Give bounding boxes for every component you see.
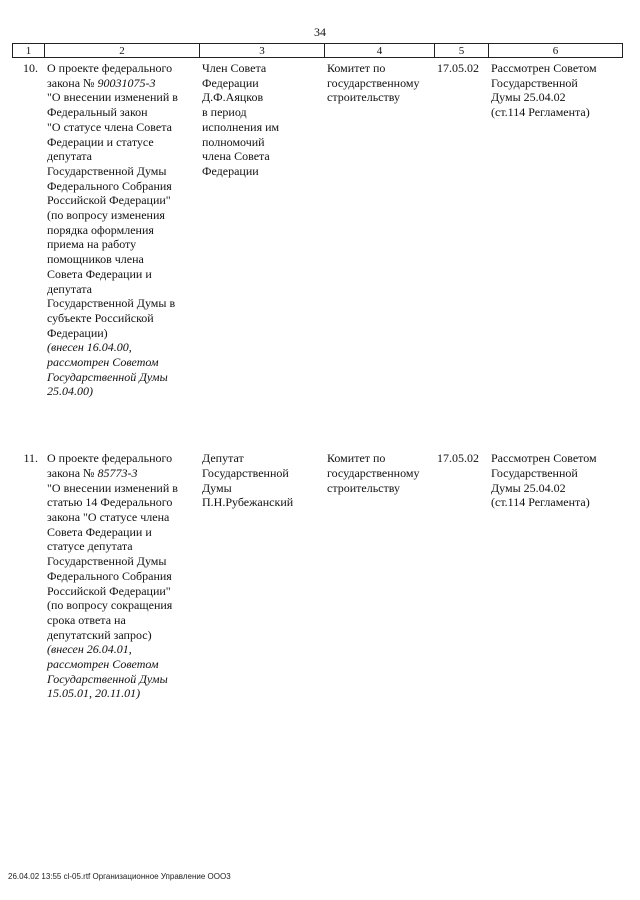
bill-title-line: Федерации)	[47, 325, 108, 340]
bill-description-line: О проекте федерального	[47, 61, 173, 75]
bill-title-line: Российской Федерации"	[47, 193, 171, 208]
column-header-row	[13, 44, 623, 58]
date-cell: 17.05.02	[437, 61, 479, 75]
page-footer: 26.04.02 13:55 cl-05.rtf Организационное Управление ООО3	[8, 872, 231, 881]
row-spacer	[12, 399, 622, 451]
bill-description	[44, 451, 199, 701]
author-line: Думы	[202, 480, 232, 495]
status-line: Думы 25.04.02	[491, 90, 566, 105]
bill-number-prefix: закона №	[47, 465, 95, 480]
committee-line: государственному	[327, 465, 420, 480]
bill-title-line: депутата	[47, 149, 92, 164]
status-line: Рассмотрен Советом	[491, 451, 597, 466]
committee-line: государственному	[327, 75, 420, 90]
bill-title-line: срока ответа на	[47, 612, 126, 627]
committee-line: строительству	[327, 90, 400, 105]
bill-title-line: депутата	[47, 281, 92, 296]
bill-title-line: статью 14 Федерального	[47, 495, 173, 510]
status-line: Думы 25.04.02	[491, 480, 566, 495]
bill-description	[44, 61, 199, 399]
status-line: Рассмотрен Советом	[491, 61, 597, 75]
author-line: Федерации	[202, 163, 259, 178]
bill-author	[199, 61, 324, 399]
bill-title-line: Российской Федерации"	[47, 583, 171, 598]
row-number: 11.	[23, 451, 38, 466]
bill-note-line: рассмотрен Советом	[47, 657, 159, 672]
author-line: в период	[202, 105, 247, 120]
bill-note-line: 15.05.01, 20.11.01)	[47, 686, 141, 701]
table-row	[12, 61, 622, 399]
bill-title-line: депутатский запрос)	[47, 627, 152, 642]
bill-title-line: помощников члена	[47, 252, 144, 267]
row-number: 10.	[23, 61, 38, 75]
bill-title-line: Государственной Думы в	[47, 296, 176, 311]
column-header-cell: 1	[13, 44, 45, 58]
status-line: (ст.114 Регламента)	[491, 105, 590, 120]
table-row	[12, 451, 622, 701]
bill-note-line: Государственной Думы	[47, 369, 168, 384]
bill-title-line: Федеральный закон	[47, 105, 148, 120]
bill-title-line: приема на работу	[47, 237, 137, 252]
bill-number: 85773-3	[97, 465, 138, 480]
page-number: 34	[314, 25, 326, 39]
bill-title-line: "О внесении изменений в	[47, 480, 178, 495]
bill-number: 90031075-3	[97, 75, 156, 90]
bill-title-line: (по вопросу изменения	[47, 208, 165, 223]
author-line: Государственной	[202, 465, 289, 480]
author-line: П.Н.Рубежанский	[202, 495, 294, 510]
bill-title-line: Федерации и статусе	[47, 134, 154, 149]
responsible-committee	[324, 61, 434, 399]
bill-title-line: Государственной Думы	[47, 554, 167, 569]
status-line: Государственной	[491, 75, 578, 90]
bill-number-line	[47, 466, 197, 481]
bills-table	[12, 61, 622, 701]
bill-note-line: 25.04.00)	[47, 384, 93, 399]
bill-title-line: Федерального Собрания	[47, 568, 172, 583]
status-line: (ст.114 Регламента)	[491, 495, 590, 510]
bill-description-line: О проекте федерального	[47, 451, 173, 466]
bill-note-line: (внесен 26.04.01,	[47, 642, 132, 657]
bill-number-line	[47, 76, 197, 91]
bill-note-line: (внесен 16.04.00,	[47, 340, 132, 355]
author-line: Член Совета	[202, 61, 267, 75]
bill-note-line: Государственной Думы	[47, 671, 168, 686]
bill-title-line: закона "О статусе члена	[47, 509, 170, 524]
bill-title-line: "О статусе члена Совета	[47, 119, 172, 134]
committee-line: Комитет по	[327, 451, 386, 466]
bill-title-line: Федерального Собрания	[47, 178, 172, 193]
author-line: члена Совета	[202, 149, 270, 164]
bill-title-line: Государственной Думы	[47, 163, 167, 178]
column-header-cell: 3	[200, 44, 325, 58]
status-line: Государственной	[491, 465, 578, 480]
bill-title-line: статусе депутата	[47, 539, 133, 554]
bill-title-line: Совета Федерации и	[47, 524, 152, 539]
bill-title-line: субъекте Российской	[47, 310, 154, 325]
bill-title-line: порядка оформления	[47, 222, 154, 237]
bill-author	[199, 451, 324, 701]
responsible-committee	[324, 451, 434, 701]
author-line: Федерации	[202, 75, 259, 90]
column-header-table	[12, 43, 623, 58]
bill-title-line: (по вопросу сокращения	[47, 598, 173, 613]
author-line: Депутат	[202, 451, 244, 466]
author-line: полномочий	[202, 134, 265, 149]
column-header-cell: 6	[489, 44, 623, 58]
bill-note-line: рассмотрен Советом	[47, 355, 159, 370]
author-line: Д.Ф.Аяцков	[202, 90, 264, 105]
committee-line: Комитет по	[327, 61, 386, 75]
author-line: исполнения им	[202, 119, 280, 134]
bill-title-line: Совета Федерации и	[47, 266, 152, 281]
committee-line: строительству	[327, 480, 400, 495]
bill-title-line: "О внесении изменений в	[47, 90, 178, 105]
status-cell	[488, 451, 622, 701]
date-cell: 17.05.02	[437, 451, 479, 466]
status-cell	[488, 61, 622, 399]
column-header-cell: 4	[325, 44, 435, 58]
bill-number-prefix: закона №	[47, 75, 95, 90]
column-header-cell: 2	[45, 44, 200, 58]
column-header-cell: 5	[435, 44, 489, 58]
